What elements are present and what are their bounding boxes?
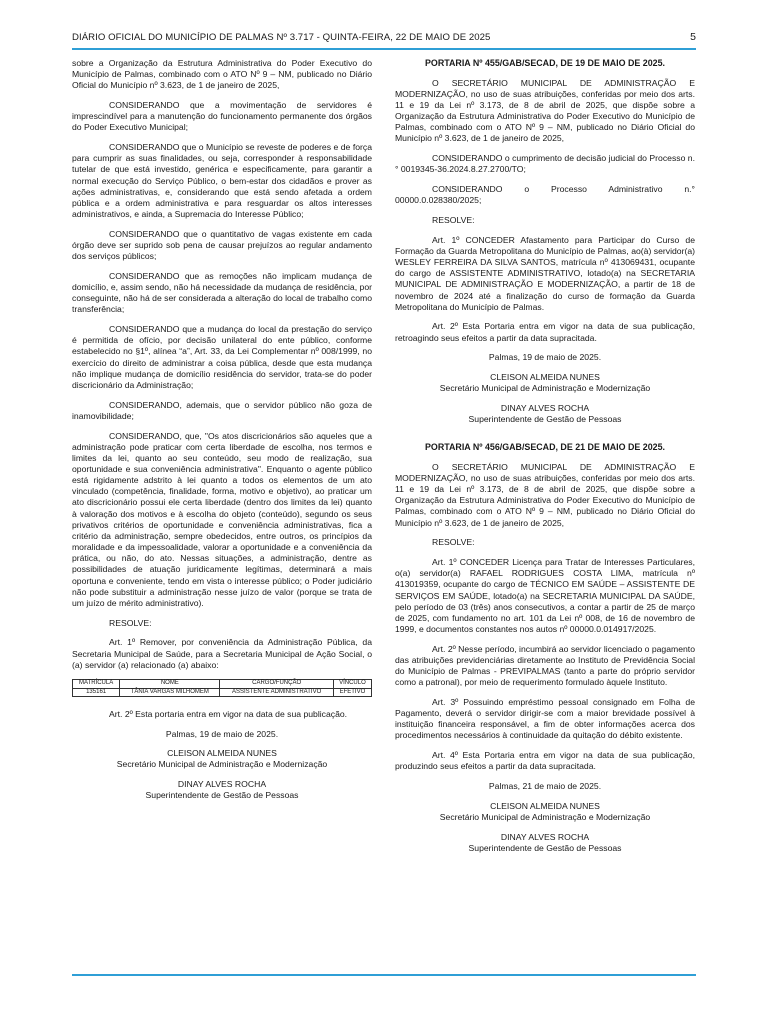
signature-block xyxy=(72,748,372,770)
preamble-paragraph: O SECRETÁRIO MUNICIPAL DE ADMINISTRAÇÃO E MODERNIZAÇÃO, no uso de suas atribuições, conferidas por meio dos arts. 11 e 19 da Lei nº 3.173, de 8 de abril de 2025, que dispõe sobre a Organização da Estrutura Administrativa do Poder Executivo do Município de Palmas, combinado com o ATO Nº 9 – NM, publicado no Diário Oficial do Município nº 3.623, de 1 de janeiro de 2025, xyxy=(395,77,695,144)
header-divider xyxy=(72,48,696,50)
page-number: 5 xyxy=(690,31,696,43)
considerando-paragraph: CONSIDERANDO o cumprimento de decisão judicial do Processo n.° 0019345-36.2024.8.27.2700/TO; xyxy=(395,153,695,175)
signatory-role: Superintendente de Gestão de Pessoas xyxy=(468,842,622,853)
column-header: CARGO/FUNÇÃO xyxy=(220,680,333,688)
signatory-name: DINAY ALVES ROCHA xyxy=(177,779,267,790)
paragraph-intro-continuation: sobre a Organização da Estrutura Administrativa do Poder Executivo do Município de Palmas, combinado com o ATO Nº 9 – NM, publicado no Diário Oficial do Município nº 3.623, de 1 de janeiro de 2025, xyxy=(72,58,372,91)
left-column xyxy=(72,58,372,810)
portaria-456-title: PORTARIA Nº 456/GAB/SECAD, DE 21 DE MAIO DE 2025. xyxy=(425,442,665,453)
table-cell: ASSISTENTE ADMINISTRATIVO xyxy=(220,688,333,696)
servant-table xyxy=(72,679,372,696)
table-row xyxy=(73,688,372,696)
table-cell: 135161 xyxy=(73,688,120,696)
date-line: Palmas, 21 de maio de 2025. xyxy=(488,781,602,792)
column-header: MATRÍCULA xyxy=(73,680,120,688)
article-2: Art. 2º Nesse período, incumbirá ao servidor licenciado o pagamento das atribuições previdenciárias diretamente ao Instituto de Previdência Social do Município de Palmas - PREVIPALMAS (tanto a parte do próprio servidor como a patronal), por meio de requerimento formulado àquele Instituto. xyxy=(395,643,695,688)
considerando-paragraph: CONSIDERANDO que o Município se reveste de poderes e de força para cumprir as suas finalidades, ou seja, corresponder à responsabilidade tutelar de que está investido, genérica e especificamente, para garantir a normal execução do Serviço Público, o bem-estar dos cidadãos e prover as ações administrativas, e, considerando que está sendo afetada a ordem pública e a ordem administrativa e para resguardar os altos interesses administrativos, e ainda, a Supremacia do Interesse Público; xyxy=(72,142,372,220)
signature-block xyxy=(395,372,695,394)
signature-block xyxy=(395,403,695,425)
signature-block xyxy=(395,832,695,854)
article-1: Art. 1º CONCEDER Licença para Tratar de Interesses Particulares, o(a) servidor(a) RAFAEL RODRIGUES COSTA LIMA, matrícula nº 413019359, ocupante do cargo de TÉCNICO EM SAÚDE – ASSISTENTE DE SERVIÇOS EM SAÚDE, lotado(a) na SECRETARIA MUNICIPAL DA SAÚDE, pelo período de 03 (três) anos consecutivos, a contar a partir de 25 de março de 2025, com fundamento no art. 101 da Lei nº 008, de 16 de novembro de 1999, e documentos constantes nos autos nº 00000.0.014917/2025. xyxy=(395,557,695,634)
portaria-455-title: PORTARIA Nº 455/GAB/SECAD, DE 19 DE MAIO DE 2025. xyxy=(425,58,665,68)
resolve-heading: RESOLVE: xyxy=(432,215,475,225)
considerando-paragraph: CONSIDERANDO que a mudança do local da prestação do serviço é permitida de ofício, por decisão unilateral do ente público, conforme estabelecido no §1º, alínea “a”, Art. 33, da Lei Complementar nº 008/1999, no exercício do direito de administrar a coisa pública, desde que esta mudança não implique mudança de domicílio residência do servidor, trata-se do poder discricionário da Administração; xyxy=(72,324,372,390)
footer-divider xyxy=(72,974,696,976)
page-header xyxy=(72,30,696,48)
column-header: VÍNCULO xyxy=(333,680,371,688)
table-header-row xyxy=(73,680,372,688)
signatory-name: CLEISON ALMEIDA NUNES xyxy=(490,800,600,811)
article-3: Art. 3º Possuindo empréstimo pessoal consignado em Folha de Pagamento, deverá o servidor dirigir-se com a maior brevidade possível à instituição financeira responsável, a fim de obter informações acerca dos procedimentos necessários à continuidade da quitação do débito existente. xyxy=(395,696,695,741)
signatory-name: DINAY ALVES ROCHA xyxy=(500,402,590,413)
signatory-role: Secretário Municipal de Administração e Modernização xyxy=(116,759,328,770)
preamble-paragraph: O SECRETÁRIO MUNICIPAL DE ADMINISTRAÇÃO E MODERNIZAÇÃO, no uso de suas atribuições, conferidas por meio dos arts. 11 e 19 da Lei nº 3.173, de 8 de abril de 2025, que dispõe sobre a Organização da Estrutura Administrativa do Poder Executivo do Município de Palmas, combinado com o ATO Nº 9 – NM, publicado no Diário Oficial do Município nº 3.623, de 1 de janeiro de 2025, xyxy=(395,461,695,528)
signatory-name: CLEISON ALMEIDA NUNES xyxy=(167,748,277,759)
column-header: NOME xyxy=(120,680,220,688)
considerando-paragraph: CONSIDERANDO que a movimentação de servidores é imprescindível para a manutenção do funcionamento permanente dos órgãos do Poder Executivo Municipal; xyxy=(72,100,372,133)
article-2: Art. 2º Esta Portaria entra em vigor na data de sua publicação, retroagindo seus efeitos a partir da data supracitada. xyxy=(395,321,695,343)
signatory-role: Superintendente de Gestão de Pessoas xyxy=(145,790,299,801)
article-4: Art. 4º Esta Portaria entra em vigor na data de sua publicação, produzindo seus efeitos a partir da data supracitada. xyxy=(395,750,695,772)
considerando-paragraph: CONSIDERANDO que as remoções não implicam mudança de domicílio, e, assim sendo, não há necessidade da mudança de residência, por conseguinte, não há de ser considerada a alteração do local de trabalho como transferência; xyxy=(72,270,372,315)
resolve-heading: RESOLVE: xyxy=(109,617,152,628)
signature-block xyxy=(72,779,372,801)
right-column xyxy=(395,58,695,862)
considerando-paragraph: CONSIDERANDO, ademais, que o servidor público não goza de inamovibilidade; xyxy=(72,399,372,421)
article-2: Art. 2º Esta portaria entra em vigor na data de sua publicação. xyxy=(109,708,348,719)
considerando-paragraph: CONSIDERANDO, que, "Os atos discricionários são aqueles que a administração pode praticar com certa liberdade de escolha, nos termos e limites da lei, quanto ao seu conteúdo, seu modo de realização, sua oportunidade e sua conveniência administrativa". Enquanto o agente público está rigidamente adstrito à lei quanto a todos os elementos de um ato vinculado (competência, finalidade, forma, motivo e objetivo), ao praticar um ato discricionário possui ele certa liberdade (dentro dos limites da lei) quanto à valoração dos motivos e à escolha do objeto (conteúdo), segundo os seus privativos critérios de oportunidade e conveniência administrativas, fica a critério da administração, sempre obedecidos, entre outros, os princípios da moralidade e da impessoalidade, valorar a oportunidade e a conveniência da prática, ou não, do ato. Nessas situações, a administração, dentre as possibilidades de atuação juridicamente legítimas, determinará a mais oportuna e conveniente, tendo em vista o interesse público; o Poder judiciário não pode substituir a administração nesse juízo de valor (porque se trata de um juízo de mérito administrativo). xyxy=(72,430,372,608)
signature-block xyxy=(395,801,695,823)
considerando-paragraph: CONSIDERANDO o Processo Administrativo n.° 00000.0.028380/2025; xyxy=(395,184,695,206)
signatory-role: Secretário Municipal de Administração e Modernização xyxy=(439,811,651,822)
signatory-name: CLEISON ALMEIDA NUNES xyxy=(490,372,600,382)
signatory-role: Secretário Municipal de Administração e Modernização xyxy=(439,383,651,394)
article-1: Art. 1º Remover, por conveniência da Administração Pública, da Secretaria Municipal de Saúde, para a Secretaria Municipal de Ação Social, o (a) servidor (a) relacionado (a) abaixo: xyxy=(72,637,372,670)
date-line: Palmas, 19 de maio de 2025. xyxy=(488,352,602,363)
resolve-heading: RESOLVE: xyxy=(432,537,475,548)
signatory-name: DINAY ALVES ROCHA xyxy=(500,831,590,842)
table-cell: TÂNIA VARGAS MILHOMEM xyxy=(120,688,220,696)
article-1: Art. 1º CONCEDER Afastamento para Participar do Curso de Formação da Guarda Metropolitana do Município de Palmas, ao(à) servidor(a) WESLEY FERREIRA DA SILVA SANTOS, matrícula nº 413069431, ocupante do cargo de ASSISTENTE ADMINISTRATIVO, lotado(a) na SECRETARIA MUNICIPAL DE ADMINISTRAÇÃO E MODERNIZAÇÃO, a partir de 18 de novembro de 2024 até a finalização do curso de formação da Guarda Metropolitana do Município de Palmas. xyxy=(395,234,695,312)
date-line: Palmas, 19 de maio de 2025. xyxy=(165,728,279,739)
considerando-paragraph: CONSIDERANDO que o quantitativo de vagas existente em cada órgão deve ser suprido sob pena de causar prejuízos ao regular andamento dos serviços públicos; xyxy=(72,228,372,262)
gazette-title: DIÁRIO OFICIAL DO MUNICÍPIO DE PALMAS Nº 3.717 - QUINTA-FEIRA, 22 DE MAIO DE 2025 xyxy=(72,32,491,43)
signatory-role: Superintendente de Gestão de Pessoas xyxy=(468,413,622,424)
table-cell: EFETIVO xyxy=(333,688,371,696)
